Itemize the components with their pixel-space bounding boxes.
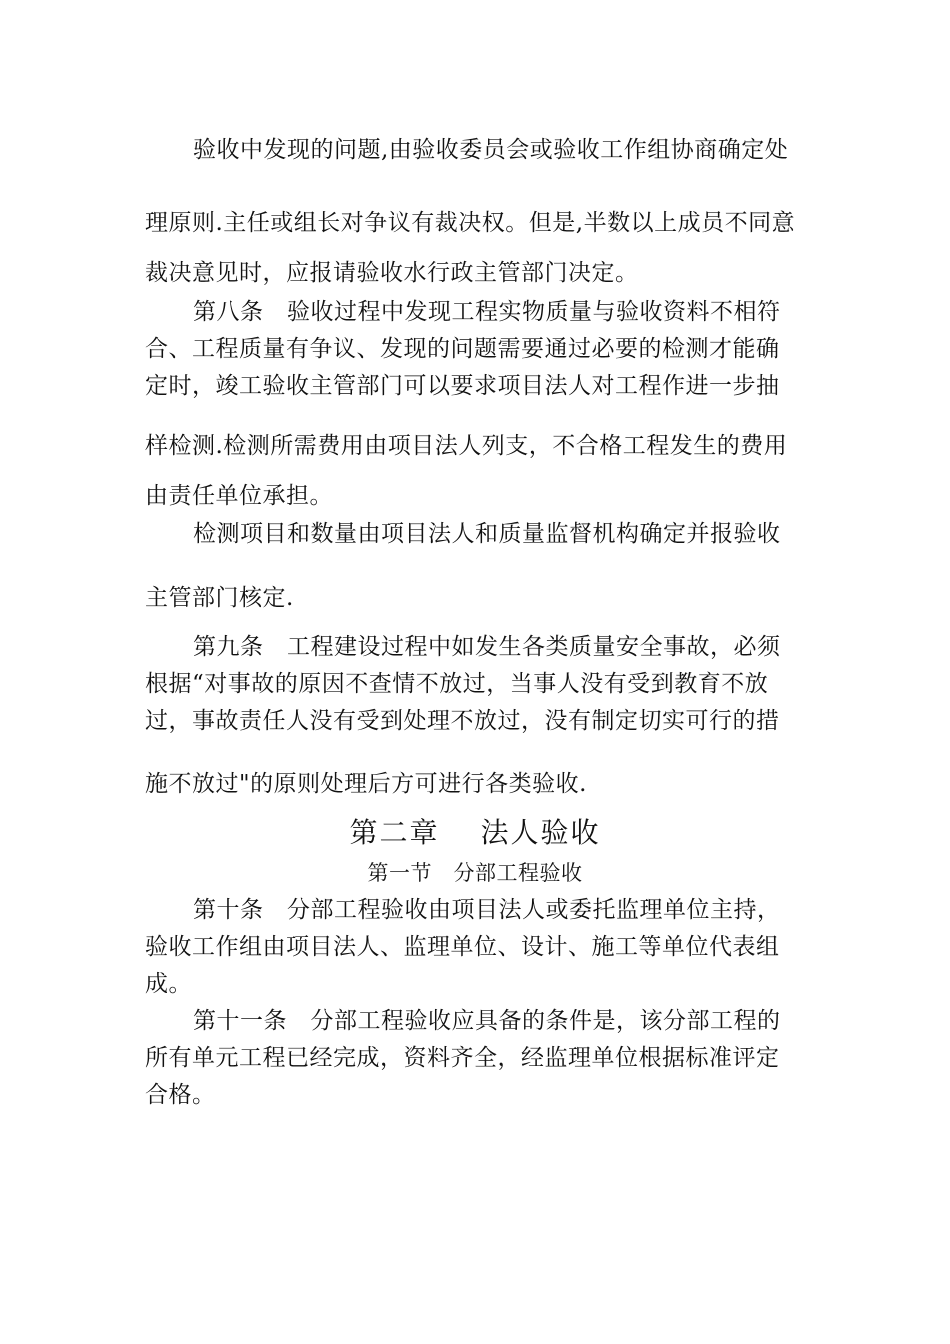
article-11-line: 第十一条 分部工程验收应具备的条件是，该分部工程的 <box>193 1008 781 1034</box>
paragraph-line: 裁决意见时，应报请验收水行政主管部门决定。 <box>145 260 639 286</box>
paragraph-line: 根据“对事故的原因不查情不放过，当事人没有受到教育不放 <box>145 671 769 697</box>
paragraph-line: 验收工作组由项目法人、监理单位、设计、施工等单位代表组 <box>145 934 780 960</box>
article-8-line: 第八条 验收过程中发现工程实物质量与验收资料不相符 <box>193 299 781 325</box>
chapter-heading: 第二章 法人验收 <box>349 816 601 849</box>
section-heading: 第一节 分部工程验收 <box>367 861 583 885</box>
article-10-line: 第十条 分部工程验收由项目法人或委托监理单位主持， <box>193 897 781 923</box>
paragraph-line: 成。 <box>145 971 192 997</box>
paragraph-line: 验收中发现的问题,由验收委员会或验收工作组协商确定处 <box>193 137 789 163</box>
paragraph-line: 样检测.检测所需费用由项目法人列支，不合格工程发生的费用 <box>145 433 788 459</box>
article-9-line: 第九条 工程建设过程中如发生各类质量安全事故，必须 <box>193 634 781 660</box>
paragraph-line: 定时，竣工验收主管部门可以要求项目法人对工程作进一步抽 <box>145 373 780 399</box>
paragraph-line: 合、工程质量有争议、发现的问题需要通过必要的检测才能确 <box>145 336 780 362</box>
paragraph-line: 检测项目和数量由项目法人和质量监督机构确定并报验收 <box>193 521 781 547</box>
paragraph-line: 主管部门核定. <box>145 585 294 611</box>
paragraph-line: 由责任单位承担。 <box>145 483 333 509</box>
paragraph-line: 所有单元工程已经完成，资料齐全，经监理单位根据标准评定 <box>145 1045 780 1071</box>
paragraph-line: 施不放过"的原则处理后方可进行各类验收. <box>145 771 587 797</box>
paragraph-line: 理原则.主任或组长对争议有裁决权。但是,半数以上成员不同意 <box>145 210 796 236</box>
paragraph-line: 合格。 <box>145 1082 216 1108</box>
paragraph-line: 过，事故责任人没有受到处理不放过，没有制定切实可行的措 <box>145 708 780 734</box>
